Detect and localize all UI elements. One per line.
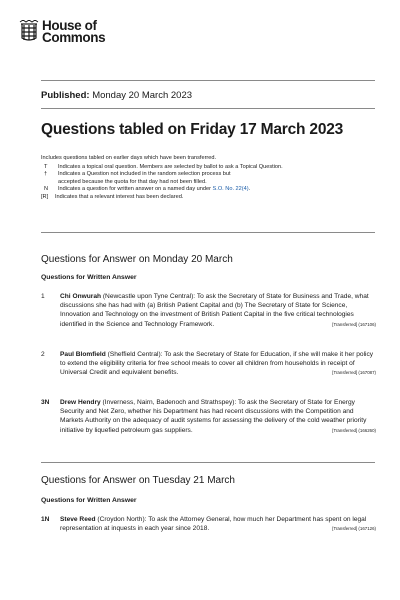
legend-row-dagger <box>41 171 371 178</box>
question-number: 2 <box>41 351 45 358</box>
transfer-tag: [Transferred] (167087) <box>332 370 376 376</box>
question-text: To ask the Secretary of State for Business and Trade, what discussions she has had with (a) British Patient Capital and (b) The Secretary of State for Science, Innovation and Technology on the investment of British Patient Capital in the five critical technologies identified in the Science and Technology Framework. <box>60 293 369 328</box>
question-item <box>41 515 376 533</box>
section-divider-2 <box>41 462 375 463</box>
legend-text: accepted because the quota for that day had not been filled. <box>58 178 207 185</box>
section-heading: Questions for Answer on Monday 20 March <box>41 254 233 265</box>
transfer-tag: [Transferred] (167106) <box>332 321 376 327</box>
legend-key: † <box>44 171 48 178</box>
question-number: 3N <box>41 399 50 406</box>
published-date: Monday 20 March 2023 <box>92 90 193 101</box>
published-line <box>41 90 192 101</box>
constituency: (Croydon North): <box>95 516 147 523</box>
legend-key: N <box>44 186 49 193</box>
question-item <box>41 350 376 378</box>
question-text: To ask the Attorney General, how much her Department has spent on legal representation at inquests in each year since 2018. <box>60 516 367 533</box>
page-title: Questions tabled on Friday 17 March 2023 <box>41 121 344 138</box>
question-item <box>41 398 376 435</box>
section-divider-1 <box>41 232 375 233</box>
standing-order-link[interactable]: S.O. No. 22(4) <box>212 186 249 193</box>
logo-line1: House of <box>42 18 97 33</box>
legend-text: Indicates a topical oral question. Members are selected by ballot to ask a Topical Question. <box>58 164 283 170</box>
constituency: (Inverness, Nairn, Badenoch and Strathspey): <box>100 399 237 406</box>
question-body <box>60 292 376 329</box>
legend-text: Indicates a Question not included in the random selection process but <box>58 171 231 178</box>
section-subheading: Questions for Written Answer <box>41 274 137 281</box>
section-subheading: Questions for Written Answer <box>41 497 137 504</box>
question-number: 1 <box>41 293 45 300</box>
intro-note: Includes questions tabled on earlier days which have been transferred. <box>41 155 217 161</box>
logo-line2: Commons <box>42 30 106 45</box>
constituency: (Sheffield Central): <box>105 351 163 358</box>
legend-row-topical <box>41 164 371 171</box>
legend-text: Indicates that a relevant interest has been declared. <box>55 193 184 200</box>
published-label: Published: <box>41 90 90 101</box>
legend-key: T <box>44 164 48 170</box>
question-body <box>60 515 376 533</box>
question-body <box>60 350 376 378</box>
section-heading: Questions for Answer on Tuesday 21 March <box>41 475 235 486</box>
published-divider <box>41 108 375 109</box>
question-text: To ask the Secretary of State for Energy Security and Net Zero, whether his Department has had recent discussions with the Competition and Markets Authority on the adequacy of audit systems for assessing the delivery of the cold weather priority initiative by liquefied petroleum gas suppliers. <box>60 399 367 434</box>
legend-key: [R] <box>41 193 49 200</box>
legend-text: Indicates a question for written answer on a named day under <box>58 186 213 193</box>
question-item <box>41 292 376 329</box>
legend-text-after: . <box>248 186 251 193</box>
legend-row-interest <box>41 194 371 201</box>
question-body <box>60 398 376 435</box>
member-name: Steve Reed <box>60 516 96 523</box>
member-name: Drew Hendry <box>60 399 101 406</box>
house-of-commons-logo <box>19 20 105 44</box>
member-name: Chi Onwurah <box>60 293 102 300</box>
portcullis-icon <box>19 20 39 42</box>
legend-row-dagger-cont <box>41 179 371 186</box>
question-text: To ask the Secretary of State for Education, if she will make it her policy to extend the eligibility criteria for free school meals to cover all children from households in receipt of Universal Credit and equivalent benefits. <box>60 351 374 377</box>
member-name: Paul Blomfield <box>60 351 106 358</box>
top-divider <box>41 80 375 81</box>
legend-key <box>41 179 58 186</box>
constituency: (Newcastle upon Tyne Central): <box>101 293 196 300</box>
transfer-tag: [Transferred] (166260) <box>332 427 376 433</box>
question-number: 1N <box>41 516 50 523</box>
transfer-tag: [Transferred] (167126) <box>332 526 376 532</box>
legend <box>41 164 371 201</box>
legend-row-named-day <box>41 186 371 193</box>
